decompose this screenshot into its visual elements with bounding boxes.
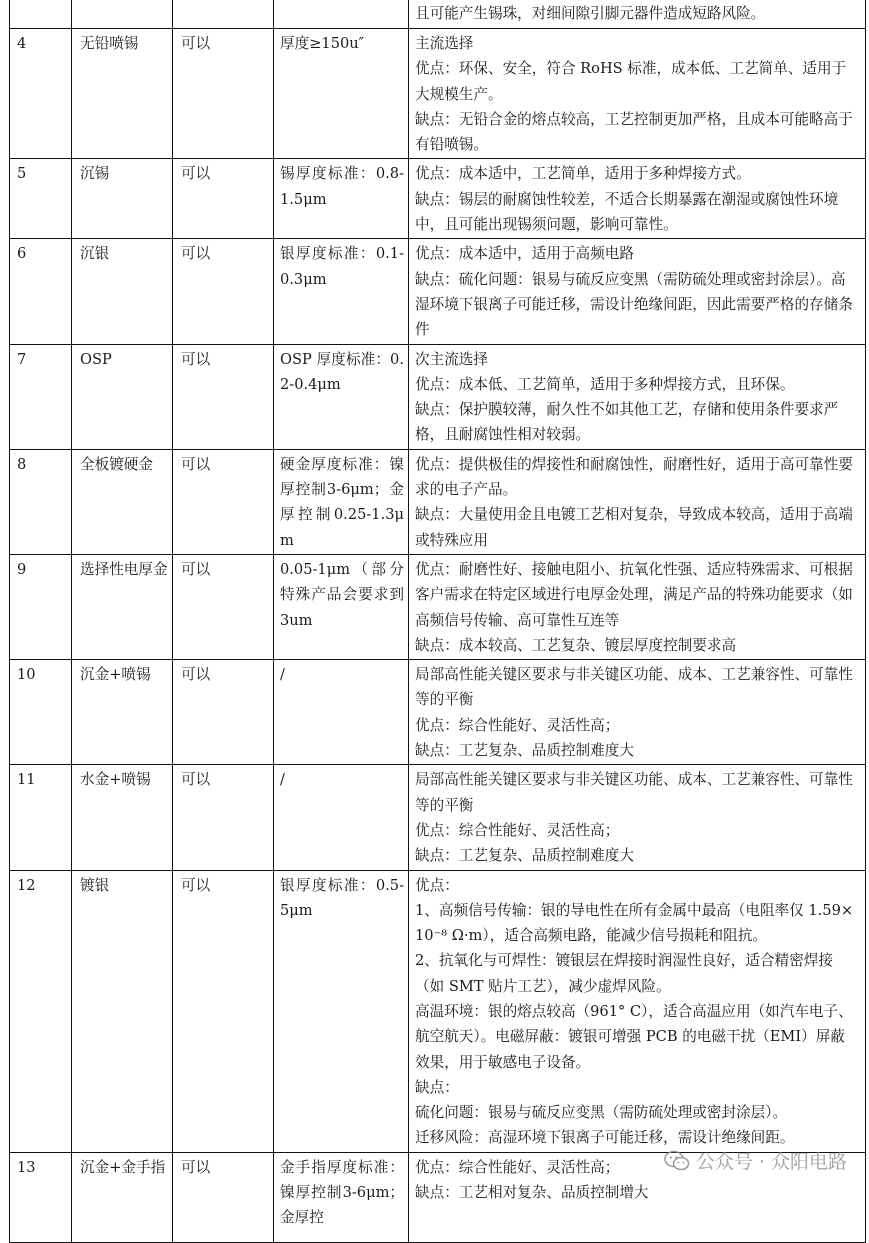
row-number: 4 <box>10 29 72 159</box>
solderable: 可以 <box>173 870 274 1152</box>
row-number: 7 <box>10 344 72 449</box>
description <box>409 0 866 29</box>
description-line: 优点：耐磨性好、接触电阻小、抗氧化性强、适应特殊需求、可根据客户需求在特定区域进行电厚金处理，满足产品的特殊功能要求（如高频信号传输、高可靠性互连等 <box>415 560 853 629</box>
finish-name: 无铅喷锡 <box>72 29 173 159</box>
table-row <box>10 29 866 159</box>
finish-name: 沉金+金手指 <box>72 1152 173 1242</box>
thickness-spec: OSP 厚度标准：0.2-0.4μm <box>274 344 409 449</box>
description-line: 优点：成本适中，工艺简单，适用于多种焊接方式。 <box>415 165 751 183</box>
finish-name: 沉金+喷锡 <box>72 660 173 765</box>
table-row <box>10 870 866 1152</box>
description <box>409 870 866 1152</box>
description-line: 缺点：工艺复杂、品质控制难度大 <box>415 742 634 760</box>
surface-finish-table <box>9 0 866 1243</box>
description <box>409 765 866 870</box>
thickness-spec: 厚度≥150u″ <box>274 29 409 159</box>
description-line: 优点： <box>415 876 459 894</box>
description-line: 缺点： <box>415 1078 459 1096</box>
description-line: 高温环境：银的熔点较高（961° C），适合高温应用（如汽车电子、航空航天）。电磁屏蔽：镀银可增强 PCB 的电磁干扰（EMI）屏蔽效果，用于敏感电子设备。 <box>415 1002 853 1071</box>
table-row <box>10 159 866 239</box>
solderable: 可以 <box>173 554 274 659</box>
description-line: 优点：环保、安全，符合 RoHS 标准，成本低、工艺简单、适用于大规模生产。 <box>415 60 847 103</box>
description-line: 1、高频信号传输：银的导电性在所有金属中最高（电阻率仅 1.59×10⁻⁸ Ω·m），适合高频电路，能减少信号损耗和阻抗。 <box>415 901 854 945</box>
solderable <box>173 0 274 29</box>
watermark-text: 公众号 · 众阳电路 <box>695 1151 847 1173</box>
description-line: 局部高性能关键区要求与非关键区功能、成本、工艺兼容性、可靠性等的平衡 <box>415 771 853 814</box>
finish-name: OSP <box>72 344 173 449</box>
description-line: 缺点：保护膜较薄，耐久性不如其他工艺，存储和使用条件要求严格，且耐腐蚀性相对较弱。 <box>415 401 839 444</box>
finish-name: 全板镀硬金 <box>72 449 173 554</box>
solderable: 可以 <box>173 449 274 554</box>
thickness-spec: 银厚度标准：0.5-5μm <box>274 870 409 1152</box>
table-row <box>10 660 866 765</box>
row-number: 12 <box>10 870 72 1152</box>
description-line: 优点：成本低、工艺简单，适用于多种焊接方式，且环保。 <box>415 375 795 393</box>
finish-name: 沉银 <box>72 239 173 344</box>
description-line: 缺点：锡层的耐腐蚀性较差，不适合长期暴露在潮湿或腐蚀性环境中，且可能出现锡须问题，影响可靠性。 <box>415 190 839 234</box>
description-line: 缺点：硫化问题：银易与硫反应变黑（需防硫处理或密封涂层）。高湿环境下银离子可能迁移，需设计绝缘间距，因此需要严格的存储条件 <box>415 270 853 339</box>
description-line: 缺点：工艺相对复杂、品质控制增大 <box>415 1184 649 1202</box>
table-row <box>10 0 866 29</box>
description <box>409 554 866 659</box>
table-row <box>10 239 866 344</box>
description-line: 2、抗氧化与可焊性：镀银层在焊接时润湿性良好，适合精密焊接（如 SMT 贴片工艺），减少虚焊风险。 <box>415 952 833 995</box>
thickness-spec: 锡厚度标准：0.8-1.5μm <box>274 159 409 239</box>
solderable: 可以 <box>173 239 274 344</box>
row-number: 13 <box>10 1152 72 1242</box>
thickness-spec: 金手指厚度标准：镍厚控制3-6μm；金厚控 <box>274 1152 409 1242</box>
description-line: 缺点：工艺复杂、品质控制难度大 <box>415 847 634 865</box>
description <box>409 29 866 159</box>
table-row <box>10 765 866 870</box>
row-number: 11 <box>10 765 72 870</box>
solderable: 可以 <box>173 660 274 765</box>
finish-name: 选择性电厚金 <box>72 554 173 659</box>
description <box>409 159 866 239</box>
description-line: 优点：成本适中，适用于高频电路 <box>415 245 634 263</box>
solderable: 可以 <box>173 344 274 449</box>
description <box>409 449 866 554</box>
description-line: 缺点：大量使用金且电镀工艺相对复杂，导致成本较高，适用于高端或特殊应用 <box>415 506 853 549</box>
row-number: 5 <box>10 159 72 239</box>
description-line: 缺点：成本较高、工艺复杂、镀层厚度控制要求高 <box>415 636 737 654</box>
row-number: 6 <box>10 239 72 344</box>
table-row <box>10 1152 866 1242</box>
description <box>409 344 866 449</box>
description-line: 优点：综合性能好、灵活性高； <box>415 821 620 839</box>
thickness-spec: 0.05-1μm（部分特殊产品会要求到3um <box>274 554 409 659</box>
thickness-spec: / <box>274 765 409 870</box>
thickness-spec <box>274 0 409 29</box>
row-number <box>10 0 72 29</box>
finish-name: 水金+喷锡 <box>72 765 173 870</box>
solderable: 可以 <box>173 159 274 239</box>
row-number: 10 <box>10 660 72 765</box>
description <box>409 239 866 344</box>
description <box>409 1152 866 1242</box>
thickness-spec: 硬金厚度标准：镍厚控制3-6μm；金厚控制0.25-1.3μm <box>274 449 409 554</box>
table-row <box>10 449 866 554</box>
description-line: 硫化问题：银易与硫反应变黑（需防硫处理或密封涂层）。 <box>415 1104 788 1122</box>
description <box>409 660 866 765</box>
row-number: 8 <box>10 449 72 554</box>
solderable: 可以 <box>173 765 274 870</box>
thickness-spec: 银厚度标准：0.1-0.3μm <box>274 239 409 344</box>
description-line: 优点：综合性能好、灵活性高； <box>415 1158 620 1176</box>
description-line: 且可能产生锡珠，对细间隙引脚元器件造成短路风险。 <box>415 5 766 22</box>
solderable: 可以 <box>173 29 274 159</box>
description-line: 迁移风险：高湿环境下银离子可能迁移，需设计绝缘间距。 <box>415 1129 795 1147</box>
description-line: 缺点：无铅合金的熔点较高，工艺控制更加严格，且成本可能略高于有铅喷锡。 <box>415 110 853 154</box>
description-line: 局部高性能关键区要求与非关键区功能、成本、工艺兼容性、可靠性等的平衡 <box>415 666 853 709</box>
finish-name: 镀银 <box>72 870 173 1152</box>
finish-name: 沉锡 <box>72 159 173 239</box>
solderable: 可以 <box>173 1152 274 1242</box>
description-line: 优点：提供极佳的焊接性和耐腐蚀性，耐磨性好，适用于高可靠性要求的电子产品。 <box>415 455 853 499</box>
description-line: 次主流选择 <box>415 350 488 368</box>
thickness-spec: / <box>274 660 409 765</box>
description-line: 主流选择 <box>415 35 474 52</box>
description-line: 优点：综合性能好、灵活性高； <box>415 716 620 734</box>
finish-name <box>72 0 173 29</box>
table-row <box>10 554 866 659</box>
row-number: 9 <box>10 554 72 659</box>
table-row <box>10 344 866 449</box>
